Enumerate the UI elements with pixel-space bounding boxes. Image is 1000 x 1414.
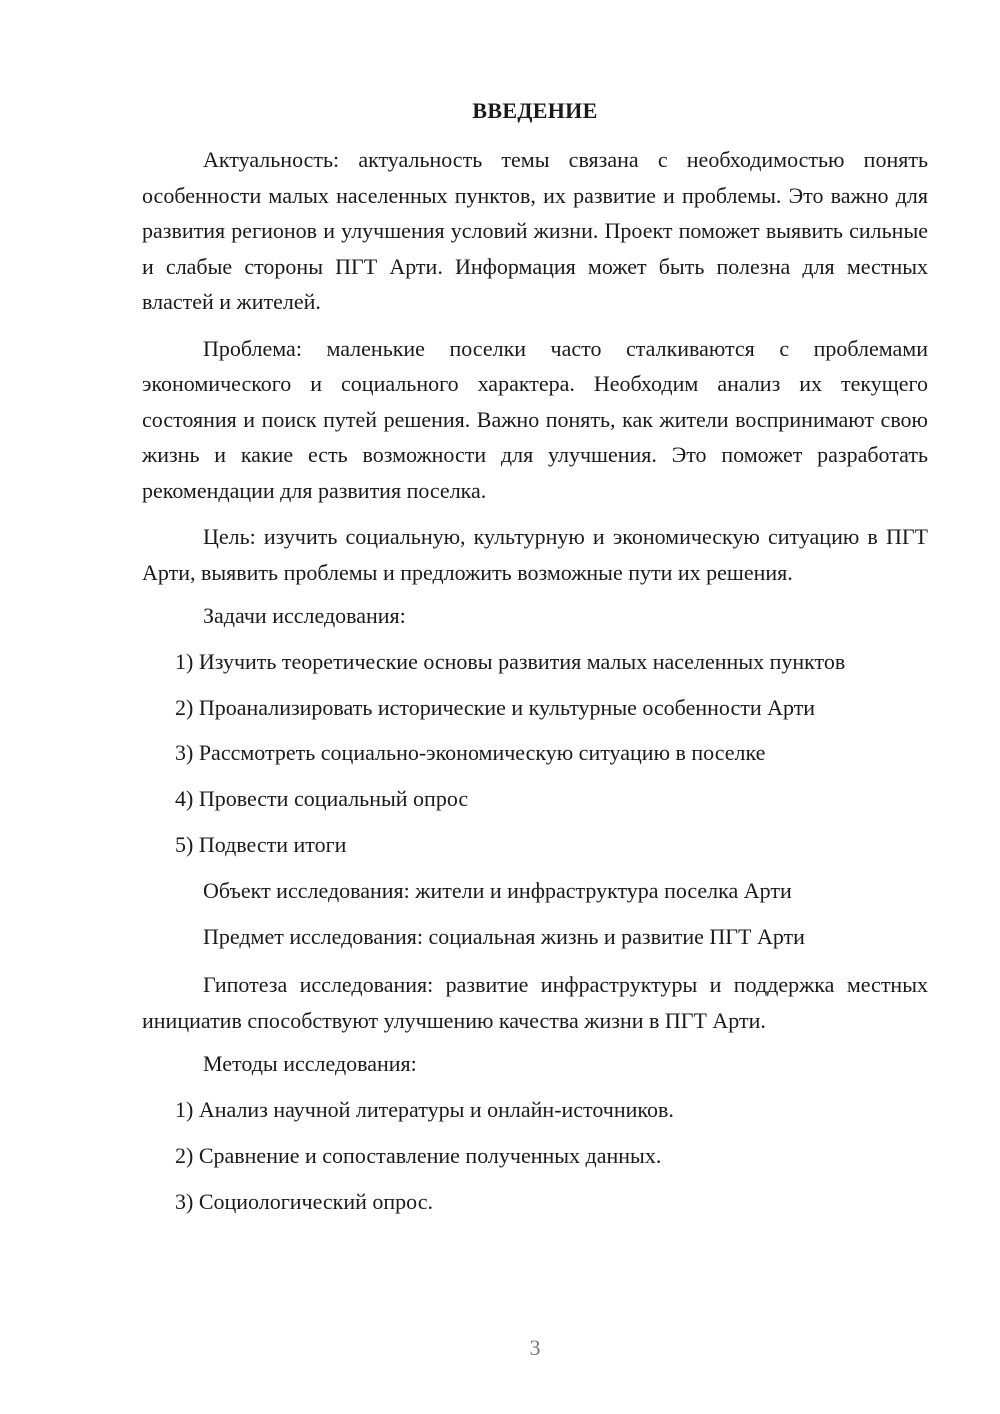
page-number: 3 <box>529 1335 541 1360</box>
subject-line: Предмет исследования: социальная жизнь и развитие ПГТ Арти <box>203 923 805 949</box>
task-item: 1) Изучить теоретические основы развития малых населенных пунктов <box>175 648 846 674</box>
relevance-paragraph: Актуальность: актуальность темы связана с необходимостью понять особенности малых населенных пунктов, их развитие и проблемы. Это важно для развития регионов и улучшения условий жизни. Проект поможет выявить сильные и слабые стороны ПГТ Арти. Информация может быть полезна для местных властей и жителей. <box>142 147 928 314</box>
task-item: 5) Подвести итоги <box>175 831 347 857</box>
task-item: 2) Проанализировать исторические и культурные особенности Арти <box>175 694 816 720</box>
method-item: 1) Анализ научной литературы и онлайн-источников. <box>175 1097 674 1123</box>
problem-paragraph: Проблема: маленькие поселки часто сталкиваются с проблемами экономического и социального характера. Необходим анализ их текущего состояния и поиск путей решения. Важно понять, как жители воспринимают свою жизнь и какие есть возможности для улучшения. Это поможет разработать рекомендации для развития поселка. <box>142 335 928 503</box>
object-line: Объект исследования: жители и инфраструктура поселка Арти <box>203 877 792 903</box>
method-item: 3) Социологический опрос. <box>175 1188 433 1214</box>
hypothesis-paragraph: Гипотеза исследования: развитие инфраструктуры и поддержка местных инициатив способствуют улучшению качества жизни в ПГТ Арти. <box>142 972 928 1033</box>
method-item: 2) Сравнение и сопоставление полученных данных. <box>175 1142 662 1168</box>
task-item: 4) Провести социальный опрос <box>175 786 469 812</box>
methods-heading: Методы исследования: <box>203 1051 417 1077</box>
document-page <box>142 96 928 1233</box>
task-item: 3) Рассмотреть социально-экономическую ситуацию в поселке <box>175 740 766 766</box>
tasks-heading: Задачи исследования: <box>203 603 406 628</box>
goal-paragraph: Цель: изучить социальную, культурную и экономическую ситуацию в ПГТ Арти, выявить проблемы и предложить возможные пути их решения. <box>142 524 928 585</box>
section-title: ВВЕДЕНИЕ <box>472 98 598 123</box>
